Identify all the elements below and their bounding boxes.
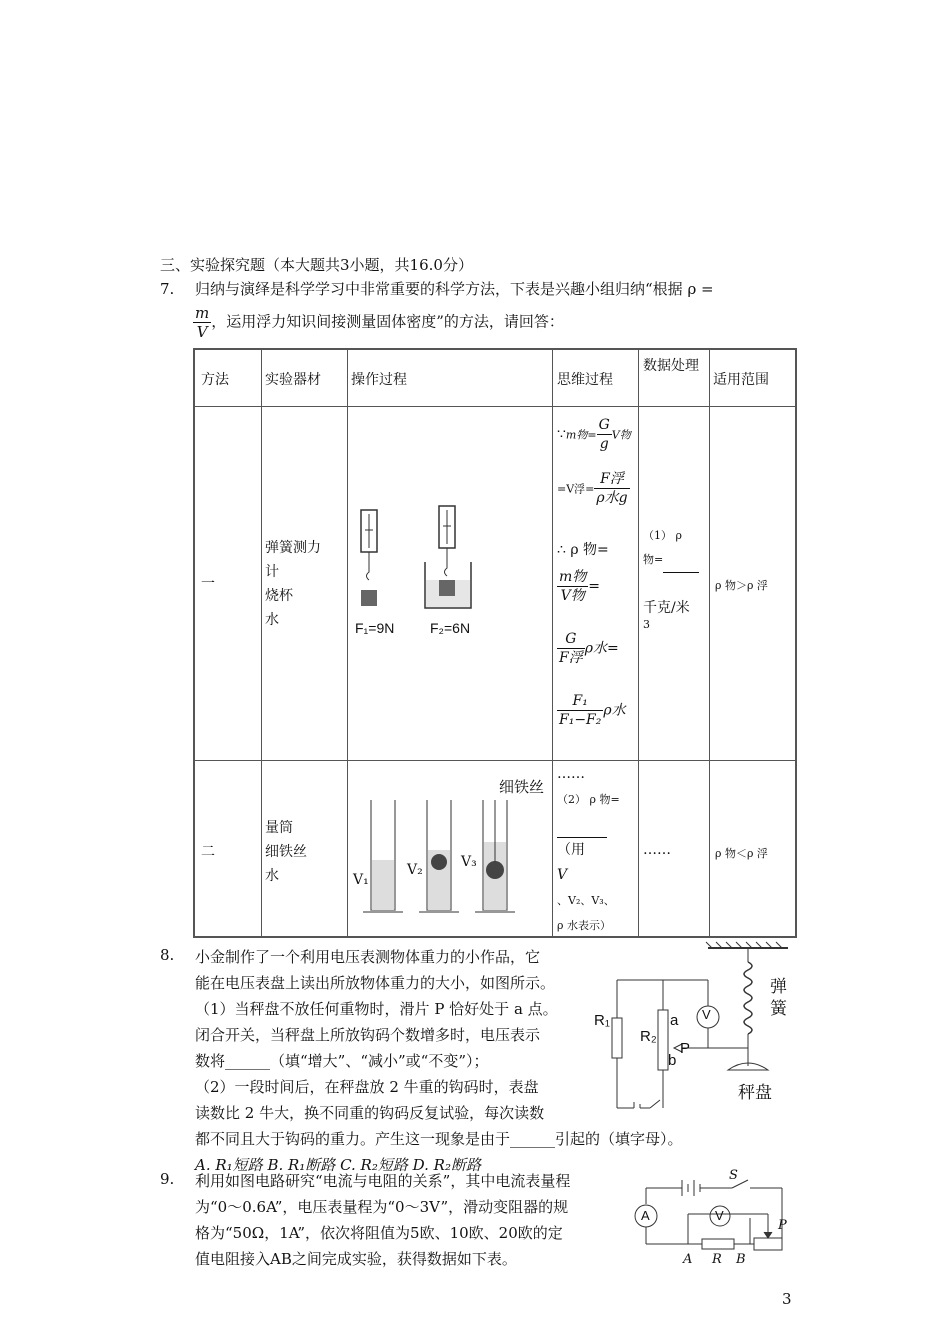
q9-switch-label: S [729, 1168, 738, 1183]
b-label: b [668, 1052, 677, 1069]
header-thinking: 思维过程 [557, 372, 613, 388]
point-b-label: B [736, 1252, 746, 1267]
q9-voltmeter-label: V [715, 1208, 724, 1223]
q7-density-fraction [193, 304, 211, 341]
section-title: 三、实验探究题（本大题共3小题，共16.0分） [160, 256, 473, 274]
q8-body: 小金制作了一个利用电压表测物体重力的小作品，它 能在电压表盘上读出所放物体重力的大小，如图所示。 （1）当秤盘不放任何重物时，滑片 P 恰好处于 a 点。 闭合开关，当秤盘上所放钩码个数增多时，电压表示 数将______（填“增大”、“减小”或“不变”）； （2）一段时间后，在秤盘放 2 牛重的钩码时，表盘 读数比 2 牛大，换不同重的钩码反复试验，每次读数 都不同且大于钩码的重力。产生这一现象是由于______引起的（填字母）。 A. R₁短路 B. R₁断路 C. R₂短路 D. R₂断路 [195, 948, 683, 1174]
row2-range: ρ 物＜ρ 浮 [715, 847, 768, 860]
header-method: 方法 [201, 372, 229, 388]
row1-equipment: 弹簧测力 计 烧杯 水 [265, 540, 321, 628]
row2-thinking: …… （2） ρ 物= （用 V 、V₂、V₃、 ρ 水表示） [557, 766, 620, 932]
think-line5: $\frac{G}{\text{F浮}}$ ρ水= [559, 631, 619, 666]
ammeter-label: A [641, 1208, 650, 1223]
row2-method: 二 [201, 844, 215, 860]
header-data: 数据处理 [643, 358, 699, 374]
q7-line2: ，运用浮力知识间接测量固体密度”的方法，请回答： [211, 312, 564, 331]
page-number: 3 [782, 1290, 792, 1308]
q7-line2-wrap [193, 304, 564, 341]
a-label: a [670, 1012, 679, 1029]
row2-data: …… [643, 842, 671, 858]
header-operation: 操作过程 [351, 372, 407, 388]
q9-number: 9. [160, 1170, 175, 1188]
think-line4: $\frac{\text{m物}}{\text{V物}}$ = [559, 569, 601, 604]
resistor-r-label: R [712, 1252, 722, 1267]
q8-number: 8. [160, 946, 175, 964]
f2-label: F₂=6N [430, 620, 471, 636]
think-line6: $\frac{\text{F₁}}{\text{F₁−F₂}}$ ρ水 [559, 693, 626, 728]
methods-table [193, 348, 797, 938]
v3-label: V₃ [461, 854, 477, 870]
v1-label: V₁ [353, 872, 369, 888]
q7-number: 7. [160, 280, 175, 298]
row2-equipment: 量筒 细铁丝 水 [265, 820, 307, 884]
wire-label: 细铁丝 [499, 779, 545, 796]
data1-label: （1） ρ [643, 529, 682, 542]
row1-range: ρ 物＞ρ 浮 [715, 579, 768, 592]
row1-method: 一 [201, 576, 215, 592]
header-equipment: 实验器材 [265, 372, 321, 388]
frac-denominator: V [196, 323, 208, 341]
r1-label: R₁ [594, 1012, 610, 1029]
frac-numerator: m [195, 304, 210, 322]
pan-label: 秤盘 [738, 1083, 772, 1102]
q9-circuit-figure [632, 1172, 790, 1272]
think-line1: ∵m物= $\frac{G}{g}$ V物 [557, 417, 631, 452]
q7-line1: 归纳与演绎是科学学习中非常重要的科学方法，下表是兴趣小组归纳“根据 ρ = [195, 280, 714, 298]
think-line3: ∴ ρ 物= [557, 542, 609, 558]
think-line2: =V浮= $\frac{\text{F浮}}{\text{ρ水g}}$ [557, 471, 628, 506]
data1-blank: 物= [643, 548, 699, 573]
header-range: 适用范围 [713, 372, 769, 388]
spring-label: 弹 簧 [770, 977, 787, 1018]
q9-p-label: P [778, 1218, 787, 1233]
data1-unit: 千克/米 3 [643, 600, 690, 631]
v2-label: V₂ [407, 862, 423, 878]
voltmeter-label: V [702, 1007, 711, 1022]
q9-body: 利用如图电路研究“电流与电阻的关系”，其中电流表量程 为“0～0.6A”，电压表量程为“0～3V”，滑动变阻器的规 格为“50Ω，1A”，依次将阻值为5欧、10欧、20欧的定 值电阻接入AB之间完成实验，获得数据如下表。 [195, 1172, 571, 1268]
point-a-label: A [683, 1252, 693, 1267]
f1-label: F₁=9N [355, 620, 395, 636]
p-label: P [680, 1040, 691, 1057]
r2-label: R₂ [640, 1028, 657, 1045]
